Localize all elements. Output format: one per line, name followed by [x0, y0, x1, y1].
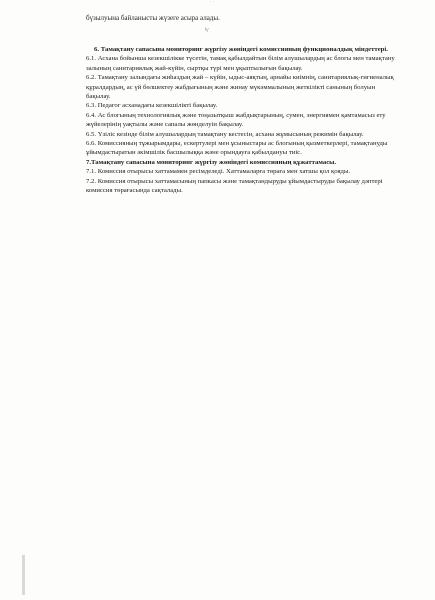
scan-mark: ᵇ/ — [205, 28, 209, 34]
item-6-5: 6.5. Үзіліс кезінде білім алушылардың тамақтану кестесін, асхана жұмысының режимін бақылау. — [86, 130, 364, 138]
document-body — [86, 45, 396, 196]
previous-page-text: бүзылуына байланысты жүзеге асыра алады. — [86, 14, 220, 22]
item-6-1: 6.1. Асхана бойынша кезекшілікке түсетін, тамақ қабылдайтын білім алушылардың ас блогы мен тамақтану залының санитариялық жай-күйін, сыртқы түрі мен ұқыптылығын бақылау. — [86, 55, 395, 72]
item-6-4: 6.4. Ас блогының технологиялық және тоңазытқыш жабдықтарының, сумен, энергиямен қамтамасыз ету жүйелерінің уақтылы және сапалы жөнделуін бақылау. — [86, 111, 386, 129]
section-7-heading: 7.Тамақтану сапасына мониторинг жүргізу жөніндегі комиссияның құжаттамасы. — [86, 158, 337, 166]
scan-edge-shadow — [22, 555, 25, 595]
item-6-6: 6.6. Комиссияның тұжырымдары, ескертулері мен ұсыныстары ас блогының қызметкерлері, тамақтануды ұйымдастыратын әкімшілік басшылыққа және орындауға қабылдануы тиіс. — [86, 140, 388, 157]
item-6-3: 6.3. Педагог асханадағы кезекшілікті бақылау. — [86, 102, 218, 110]
item-7-1: 7.1. Комиссия отырысы хаттамамен ресімделеді. Хаттамаларға төраға мен хатшы қол қояды. — [86, 168, 351, 176]
item-7-2: 7.2. Комиссия отырысы хаттамасының папкасы және тамақтандыруды ұйымдастыруды бақылау дәптері комиссия төрағасында сақталады. — [86, 177, 383, 195]
section-6-heading: 6. Тамақтану сапасына мониторинг жүргізу жөніндегі комиссияның функционалдық міндеттері. — [94, 46, 388, 53]
scan-artifact: ˙ ˙ — [210, 2, 215, 7]
item-6-2: 6.2. Тамақтану залындағы жиһаздың жай – күйін, ыдыс-аяқтың, арнайы киімнің, санитариялық-гигиеналық құралдардың, ас үй бөлшектеу жабдығының және жинау мүкәммалының жеткіліктi санының болуын бақылау. — [86, 74, 394, 101]
